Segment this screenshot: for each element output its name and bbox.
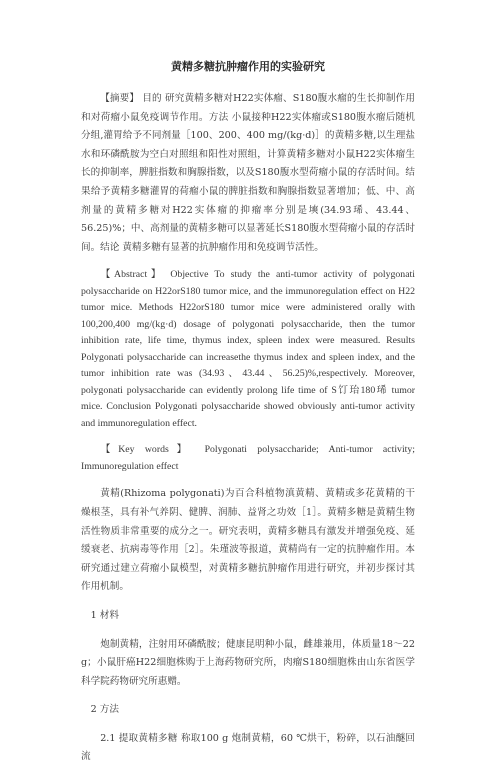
abstract-cn-text: 目的 研究黄精多糖对H22实体瘤、S180腹水瘤的生长抑制作用和对荷瘤小鼠免疫调节作用。方法 小鼠接种H22实体瘤或S180腹水瘤后随机分组,灌胃给予不同剂量［100、200、400 mg/(kg·d)］的黄精多糖,以生理盐水和环磷酰胺为空白对照组和阳性对照组，计算黄精多糖对小鼠H22实体瘤生长的抑制率，脾脏指数和胸腺指数，以及S180腹水型荷瘤小鼠的存活时间。结果给予黄精多糖灌胃的荷瘤小鼠的脾脏指数和胸腺指数显著增加；低、中、高剂量的黄精多糖对H22实体瘤的抑瘤率分别是塽(34.93琋、43.44、56.25)%；中、高剂量的黄精多糖可以显著延长S180腹水型荷瘤小鼠的存活时间。结论 黄精多糖有显著的抗肿瘤作用和免疫调节活性。 — [81, 93, 415, 253]
keywords-label: 【Key words】 — [100, 444, 195, 456]
intro-paragraph: 黄精(Rhizoma polygonati)为百合科植物滇黄精、黄精或多花黄精的干燥根茎，具有补气养阴、健脾、润肺、益肾之功效［1］。黄精多糖是黄精生物活性物质非常重要的成分之一。研究表明，黄精多糖具有激发并增强免疫、延缓衰老、抗病毒等作用［2］。朱瑾波等报道，黄精尚有一定的抗肿瘤作用。本研究通过建立荷瘤小鼠模型，对黄精多糖抗肿瘤作用进行研究，并初步探讨其作用机制。 — [81, 488, 415, 593]
section-1-text: 炮制黄精，注射用环磷酰胺；健康昆明种小鼠，雌雄兼用，体质量18～22 g；小鼠肝癌H22细胞株购于上海药物研究所，肉瘤S180细胞株由山东省医学科学院药物研究所惠赠。 — [81, 638, 415, 687]
abstract-en-label: 【Abstract】 — [100, 269, 165, 281]
keywords — [81, 442, 415, 475]
section-2-heading: 2 方法 — [90, 704, 119, 716]
keywords-text: Polygonati polysaccharide; Anti-tumor activity; Immunoregulation effect — [81, 444, 416, 472]
abstract-cn-label: 【摘要】 — [100, 93, 140, 104]
section-2-1-text: 2.1 提取黄精多糖 称取100 g 炮制黄精，60 ℃烘干，粉碎，以石油醚回流 — [81, 732, 415, 763]
abstract-cn — [81, 90, 415, 257]
abstract-en-text: Objective To study the anti-tumor activity of polygonati polysaccharide on H22orS180 tumor mice, and the immunoregulation effect on H22 tumor mice. Methods H22orS180 tumor mice were administered orally with 100,200,400 mg/(kg·d) dosage of polygonati polysaccharide, then the tumor inhibition rate, life time, thymus index, spleen index were measured. Results Polygonati polysaccharide can increasethe thymus index and spleen index, and the tumor inhibition rate was (34.93、43.44、56.25)%,respectively. Moreover, polygonati polysaccharide can evidently prolong life time of S饤珆180琋 tumor mice. Conclusion Polygonati polysaccharide showed obviously anti-tumor activity and immunoregulation effect. — [81, 269, 415, 429]
section-1-heading: 1 材料 — [90, 609, 119, 621]
paper-title: 黄精多糖抗肿瘤作用的实验研究 — [171, 60, 325, 73]
abstract-en — [81, 267, 415, 432]
